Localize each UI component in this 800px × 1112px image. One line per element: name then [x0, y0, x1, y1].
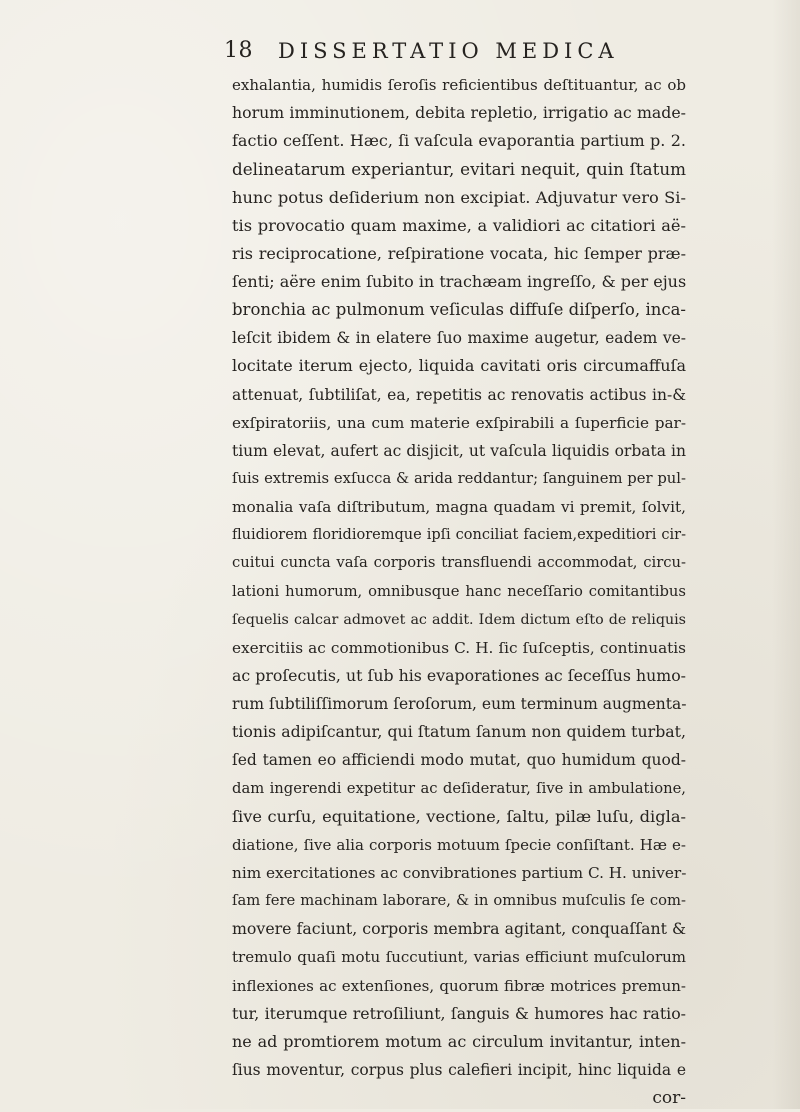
text-line: fluidiorem floridioremque ipſi conciliat faciem,expeditiori cir- [232, 527, 686, 544]
running-title: DISSERTATIO MEDICA [278, 39, 619, 63]
text-line: nim exercitationes ac convibrationes partium C. H. univer- [232, 863, 687, 882]
text-line: attenuat, ſubtiliſat, ea, repetitis ac renovatis actibus in-& [232, 385, 686, 404]
text-line: factio ceſſent. Hæc, ſi vaſcula evaporantia partium p. 2. [232, 131, 686, 151]
text-line: ac proſecutis, ut ſub his evaporationes ac ſeceſſus humo- [232, 665, 686, 685]
text-line: ris reciprocatione, reſpiratione vocata, hic ſemper præ- [232, 243, 686, 263]
text-line: cuitui cuncta vaſa corporis transfluendi accommodat, circu- [232, 554, 686, 572]
text-line: movere faciunt, corporis membra agitant, conquaſſant & [232, 919, 686, 939]
running-head [224, 36, 694, 68]
text-line: tium elevat, aufert ac disjicit, ut vaſcula liquidis orbata in [232, 441, 686, 460]
text-line: inflexiones ac extenſiones, quorum fibræ motrices premun- [232, 976, 686, 995]
text-line: ſed tamen eo afficiendi modo mutat, quo humidum quod- [232, 751, 686, 770]
text-line: rum ſubtiliſſimorum ſeroſorum, eum terminum augmenta- [232, 695, 687, 714]
text-line: dam ingerendi expetitur ac deſideratur, ſive in ambulatione, [232, 779, 686, 797]
text-line: tremulo quaſi motu ſuccutiunt, varias efficiunt muſculorum [232, 948, 686, 967]
text-line: tis provocatio quam maxime, a validiori ac citatiori aë- [232, 215, 686, 235]
page-number: 18 [224, 38, 253, 63]
text-line: exercitiis ac commotionibus C. H. ſic ſuſceptis, continuatis [232, 638, 686, 657]
text-line: ne ad promtiorem motum ac circulum invitantur, inten- [232, 1031, 686, 1051]
page-edge-shadow [772, 0, 800, 1109]
text-line: ſuis extremis exſucca & arida reddantur; ſanguinem per pul- [232, 469, 686, 487]
text-line: horum imminutionem, debita repletio, irrigatio ac made- [232, 103, 686, 123]
text-line: lationi humorum, omnibusque hanc neceſſario comitantibus [232, 582, 686, 600]
text-line: ſam fere machinam laborare, & in omnibus muſculis ſe com- [232, 892, 686, 910]
body-text [232, 71, 686, 1112]
text-line: ſequelis calcar admovet ac addit. Idem dictum eſto de reliquis [232, 611, 686, 628]
text-line: ſenti; aëre enim ſubito in trachæam ingreſſo, & per ejus [232, 271, 687, 291]
text-line: ſius moventur, corpus plus calefieri incipit, hinc liquida e [232, 1060, 686, 1079]
text-line: diatione, ſive alia corporis motuum ſpecie conſiſtant. Hæ e- [232, 835, 686, 854]
text-line: ſive curſu, equitatione, vectione, ſaltu, pilæ luſu, digla- [232, 806, 686, 826]
text-line: exhalantia, humidis ſeroſis reficientibus deſtituantur, ac ob [232, 76, 686, 94]
catchword: cor- [652, 1088, 686, 1109]
text-line: monalia vaſa diſtributum, magna quadam vi premit, ſolvit, [232, 498, 686, 517]
text-line: tur, iterumque retroſiliunt, ſanguis & humores hac ratio- [232, 1003, 686, 1023]
text-line: locitate iterum ejecto, liquida cavitati oris circumaffuſa [232, 356, 686, 376]
text-line: exſpiratoriis, una cum materie exſpirabili a ſuperficie par- [232, 413, 686, 432]
text-line: leſcit ibidem & in elatere ſuo maxime augetur, eadem ve- [232, 329, 686, 348]
text-line: bronchia ac pulmonum veſiculas diffuſe diſperſo, inca- [232, 300, 686, 320]
text-line: hunc potus deſiderium non excipiat. Adjuvatur vero Si- [232, 187, 686, 207]
text-line: delineatarum experiantur, evitari nequit, quin ſtatum [232, 159, 686, 180]
text-line: tionis adipiſcantur, qui ſtatum ſanum non quidem turbat, [232, 722, 686, 742]
